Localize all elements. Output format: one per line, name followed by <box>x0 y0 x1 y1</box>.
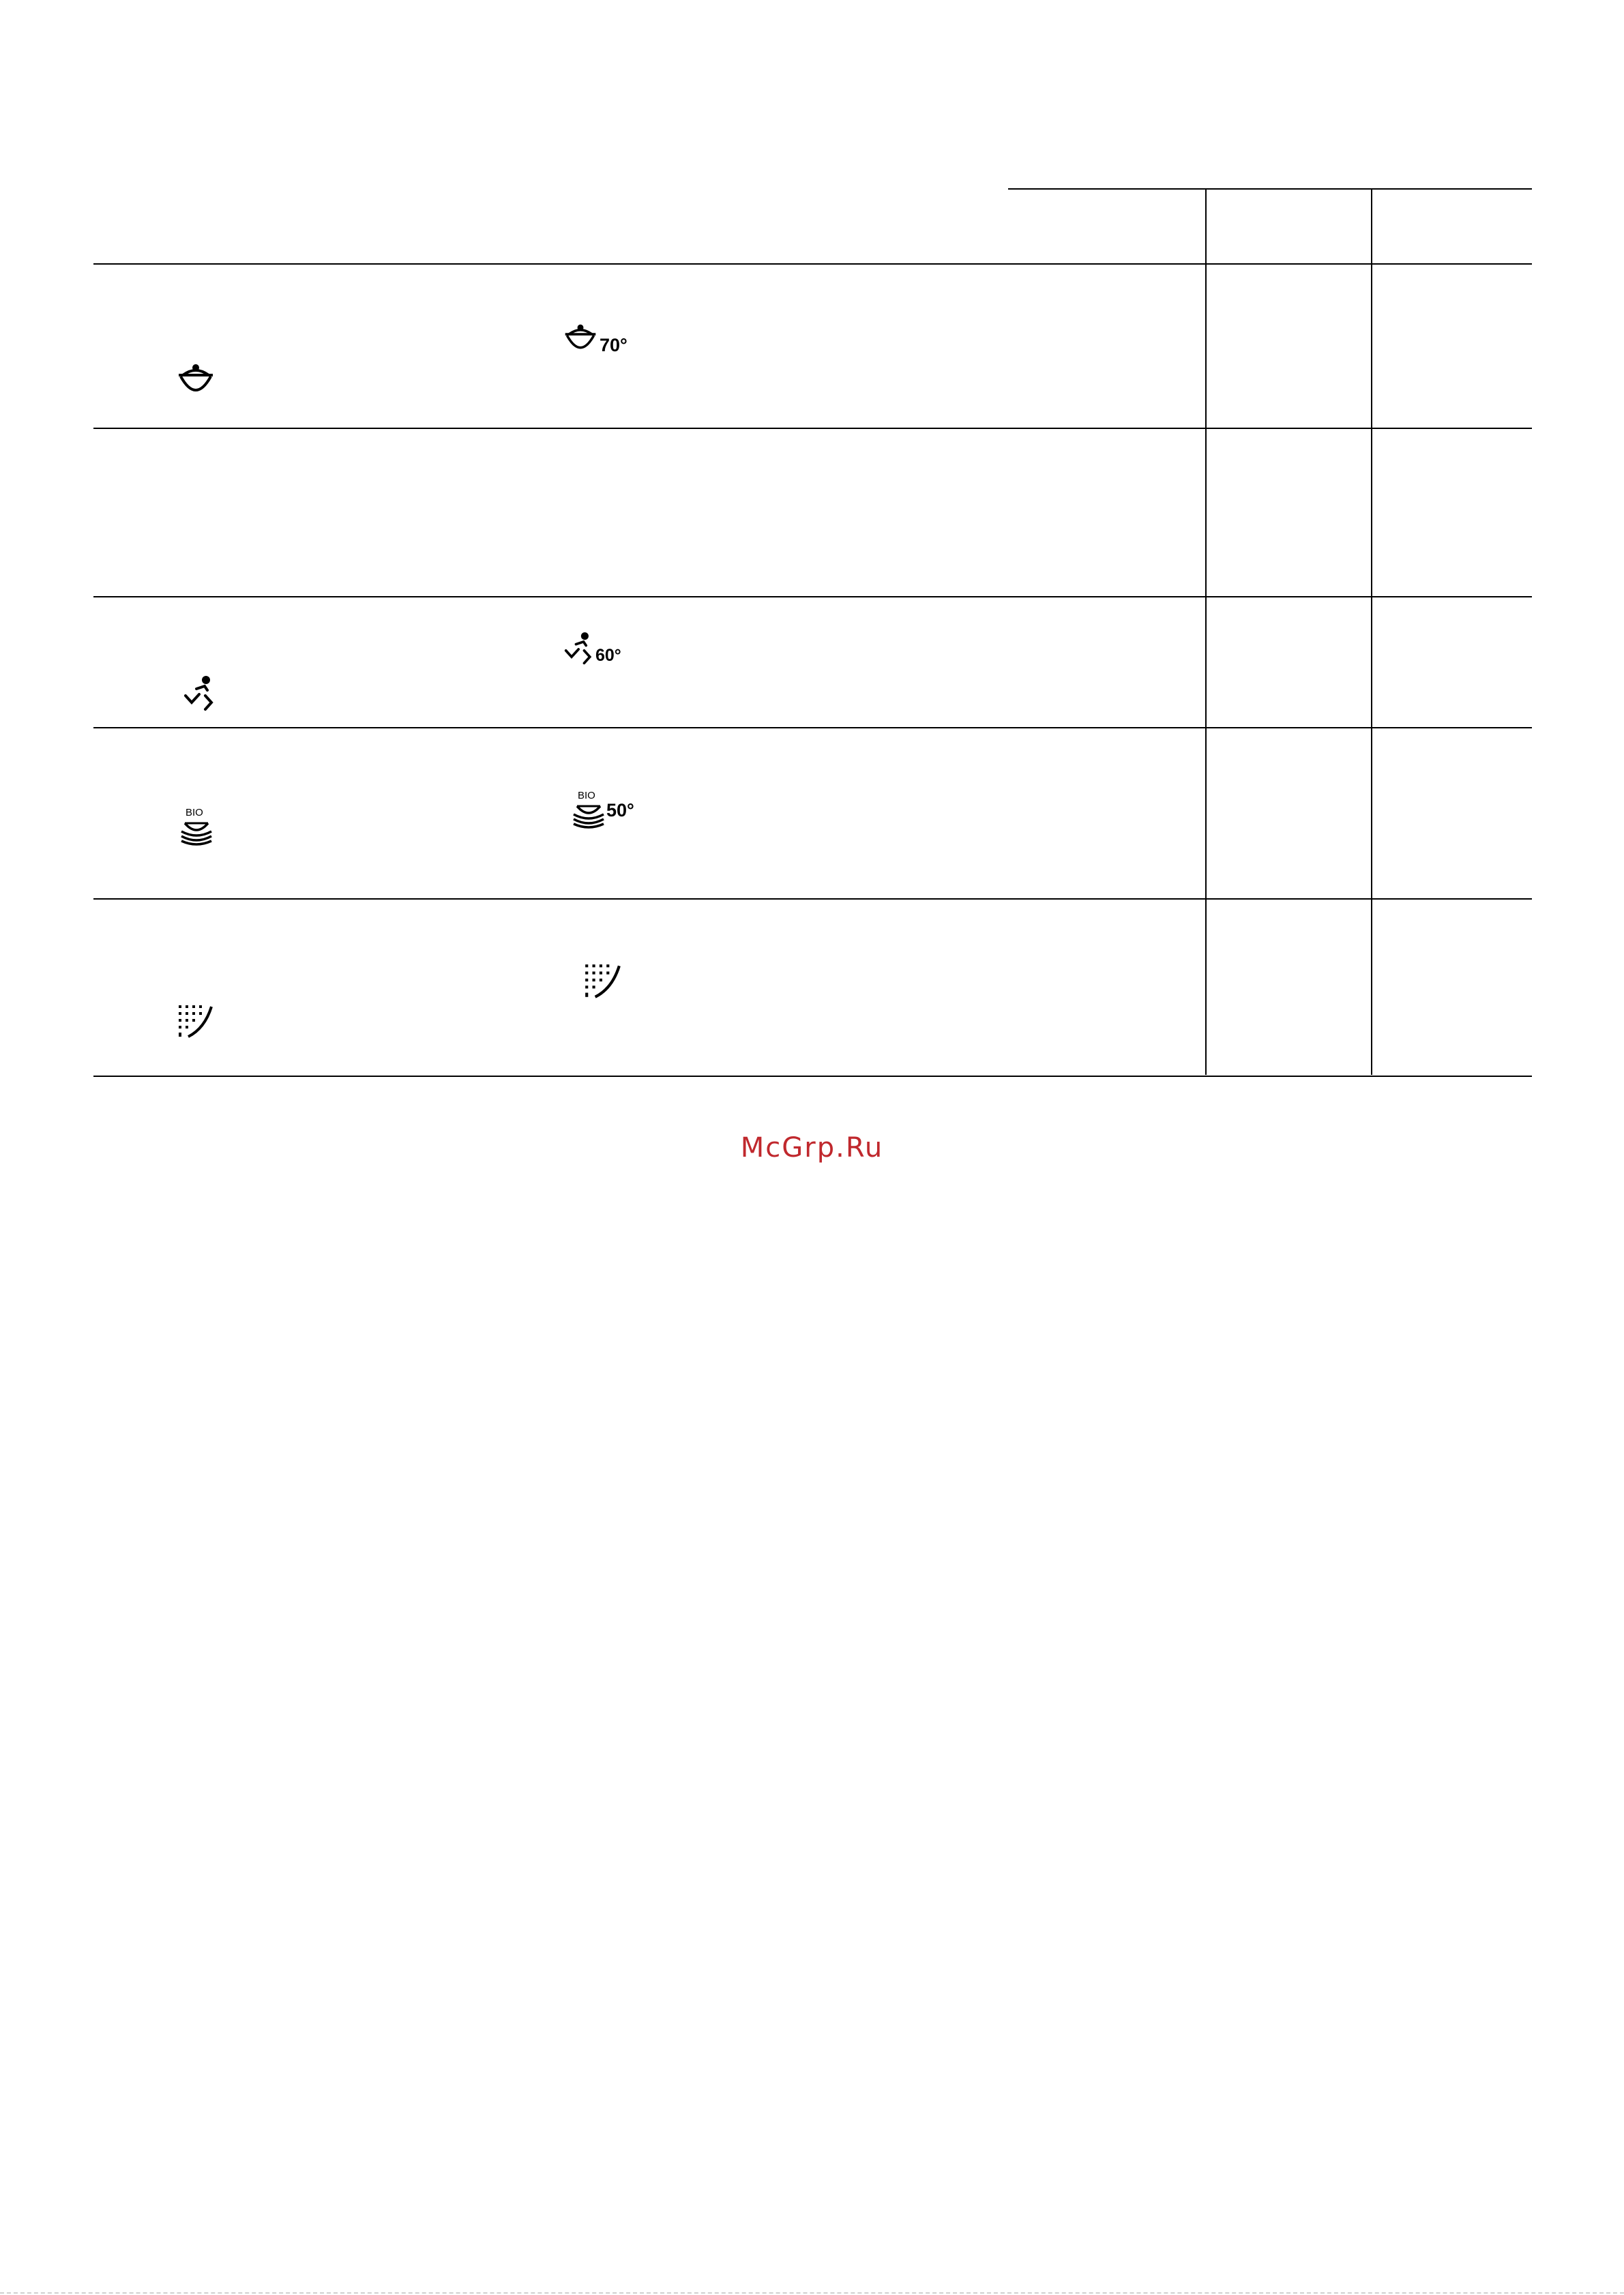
table-row-rule <box>93 898 1532 900</box>
quick-wash-icon <box>183 675 218 713</box>
pot-icon <box>176 363 216 401</box>
temperature-label: 60° <box>595 646 621 665</box>
bio-eco-icon <box>179 807 213 846</box>
temperature-label: 70° <box>600 335 628 355</box>
temperature-label: 50° <box>606 800 634 820</box>
bio-icon-label: BIO <box>578 790 595 801</box>
page-bottom-rule <box>0 2292 1624 2295</box>
table-column-rule <box>1371 188 1372 1075</box>
pot-icon <box>563 323 598 357</box>
table-row-rule <box>93 596 1532 597</box>
table-column-rule <box>1205 188 1207 1075</box>
rinse-icon <box>582 962 622 1001</box>
table-bottom-rule <box>93 1076 1532 1077</box>
quick-wash-icon <box>563 632 596 667</box>
bio-eco-icon <box>572 790 606 829</box>
table-row-rule <box>93 727 1532 728</box>
table-row-rule <box>93 263 1532 265</box>
bio-icon-label: BIO <box>186 807 203 818</box>
rinse-icon <box>176 1003 214 1041</box>
watermark-text: McGrp.Ru <box>740 1132 884 1164</box>
table-row-rule <box>93 428 1532 429</box>
table-header-top-rule <box>1008 188 1532 190</box>
